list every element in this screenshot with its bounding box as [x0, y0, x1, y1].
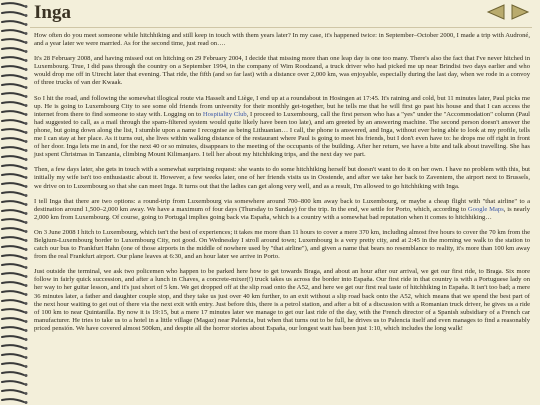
binding-ring: [2, 228, 24, 231]
paragraph-text: Then, a few days later, she gets in touch with a somewhat surprising request: she wants to do some hitchhiking herself but doesn't want to do it on her own. I have no problem with this, but initially my wife isn't too enthusiastic about it. However, a few weeks later, one of her friends visits us in Oostende, and after we take her back to Zaventem, the airport next to Brussels, we drive on to Luxembourg so that she can meet Inga. It turns out that the ladies can get along very well, and as a result, I'm allowed to go hitchhiking with Inga.: [34, 166, 530, 190]
binding-ring: [2, 327, 24, 330]
google-maps-link[interactable]: Google Maps: [467, 205, 504, 213]
binding-ring: [2, 300, 24, 303]
paragraph-text: , I proceed to Luxembourg, call the first person who has a "yes" under the "Accommodation" column (Paul had suggested to call, as a mail through the spam-filtered system would quite likely have been too late), and am greeted by an answering machine. The second person doesn't answer the phone, but going down along the list, I stumble upon a name I recognise as being Lithuanian… I call, the phone is answered, and Inga, without ever being able to look at my profile, tells me I can stay at her place. As it turns out, she lives within walking distance of the restaurant where Paul is going to meet his friends, but I don't even have to: he drops me off right in front of her door. Inga lets me in and, for the next 40 or so minutes, disappears to the meeting of the occupants of the building. After her return, we have a bite and talk about travelling. She has just spent Christmas in Tanzania, climbing Mount Kilimanjaro. I tell her about my hitchhiking trips, and the next day we part.: [34, 110, 530, 159]
binding-hole: [25, 131, 28, 134]
binding-ring: [2, 318, 24, 321]
binding-hole: [25, 356, 28, 359]
binding-hole: [25, 320, 28, 323]
paragraph-text: So I hit the road, and following the somewhat illogical route via Hasselt and Liège, I end up at a roundabout in Hosingen at 17:45. It's raining and cold, but 11 minutes later, Paul picks me up. He is going to Luxembourg City to see some old friends from university for their monthly get-together, but he tells me that he will first go past his house and that I can access the internet from there to find someone to stay with. Logging on to: [34, 94, 530, 118]
page-title: Inga: [34, 2, 71, 23]
paragraph-request: [34, 166, 530, 190]
binding-hole: [25, 392, 28, 395]
binding-ring: [2, 156, 24, 159]
binding-hole: [25, 248, 28, 251]
binding-ring: [2, 147, 24, 150]
binding-ring: [2, 246, 24, 249]
binding-ring: [2, 291, 24, 294]
binding-ring: [2, 12, 24, 15]
binding-ring: [2, 363, 24, 366]
binding-ring: [2, 111, 24, 114]
binding-ring: [2, 192, 24, 195]
binding-ring: [2, 336, 24, 339]
paragraph-intro: [34, 32, 530, 48]
binding-hole: [25, 275, 28, 278]
paragraph-text: I tell Inga that there are two options: a round-trip from Luxembourg via somewhere around 700–800 km away back to Luxembourg, or maybe a cheap flight with "that airline" to a destination around 1,500–2,000 km away. We have a maximum of four days (Thursday to Sunday) for the trip. In the end, we settle for Porto, which, according to: [34, 197, 530, 213]
arrow-left-icon[interactable]: [486, 3, 506, 21]
binding-ring: [2, 282, 24, 285]
binding-hole: [25, 158, 28, 161]
binding-hole: [25, 383, 28, 386]
binding-ring: [2, 372, 24, 375]
arrow-right-icon[interactable]: [510, 3, 530, 21]
binding-hole: [25, 77, 28, 80]
binding-ring: [2, 21, 24, 24]
binding-ring: [2, 390, 24, 393]
binding-ring: [2, 255, 24, 258]
binding-ring: [2, 264, 24, 267]
binding-hole: [25, 257, 28, 260]
binding-hole: [25, 23, 28, 26]
paragraph-text: It's 28 February 2008, and having missed out on hitching on 29 February 2004, I decide that missing more than one leap day is one too many. There's also the fact that I've never hitched in Luxembourg. True, I did pass through the country on a September 1994, in the company of Wim Roodzand, a truck driver who had picked me up near Brindisi two days earlier and who would drop me off in Utrecht later that evening. That ride, the fifth (and so far last) with a distance over 2,000 km, was enjoyable, especially during the last day, when we rode in a convoy of three trucks of van der Kwaak.: [34, 55, 530, 87]
page-header: [30, 0, 532, 28]
paragraph-hosingen: [34, 95, 530, 160]
paragraph-text: On 3 June 2008 I hitch to Luxembourg, which isn't the best of experiences; it takes me more than 11 hours to cover a mere 370 km, including almost five hours to cover the 70 km from the Belgium-Luxembourg border to Luxembourg City, not good. On Wednesday I stroll around town; Luxembourg is a very pretty city, and at 2:45 in the morning we walk to the station to catch our bus to Frankfurt Hahn (one of those airports in the middle of nowhere used by "that airline"), and given a name that bears no resemblance to reality, it's more than 100 km away from the real Frankfurt airport. Our plane leaves at 6:30, and an hour later we arrive in Porto.: [34, 228, 530, 261]
binding-ring: [2, 354, 24, 357]
binding-hole: [25, 239, 28, 242]
paragraph-text: , is nearly 2,000 km from Luxembourg. Of course, going to Portugal implies going back via España, which is a country with a somewhat bad reputation when it comes to hitchhiking…: [34, 205, 530, 221]
spiral-binding: [0, 0, 30, 405]
binding-hole: [25, 59, 28, 62]
binding-ring: [2, 345, 24, 348]
binding-ring: [2, 309, 24, 312]
binding-hole: [25, 311, 28, 314]
paragraph-june: [34, 229, 530, 261]
binding-hole: [25, 212, 28, 215]
paragraph-leap-day: [34, 55, 530, 87]
binding-hole: [25, 194, 28, 197]
binding-hole: [25, 185, 28, 188]
binding-ring: [2, 93, 24, 96]
hospitality-club-link[interactable]: Hospitality Club: [202, 110, 247, 118]
binding-hole: [25, 50, 28, 53]
binding-hole: [25, 347, 28, 350]
binding-ring: [2, 3, 24, 6]
binding-ring: [2, 273, 24, 276]
binding-hole: [25, 293, 28, 296]
binding-hole: [25, 266, 28, 269]
binding-ring: [2, 237, 24, 240]
binding-ring: [2, 57, 24, 60]
binding-hole: [25, 32, 28, 35]
paragraph-text: Just outside the terminal, we ask two policemen who happen to be parked here how to get towards Braga, and about an hour after our arrival, we get our first ride, to Braga. Six more follow in fairly quick succession, and after a lunch in Chaves, a concrete-mixer(!) truck takes us across the border into España. Our first ride in that country is with a Portuguese lady on her way to her guitar lesson, and it's just short of 5 km. We get dropped off at the slip road onto the A52, and here we get our first real taste of hitchhiking in España. It isn't too bad; a mere 36 minutes later, a father and daughter couple stop, and they take us just over 40 km further, to an exit without a slip road back onto the A52, which means that we spend the best part of the next hour waiting to get out of there via the next exit with entry. Just before this, there is a petrol station, and after a bit of a discussion with a Romanian truck driver, he gives us a ride of 100 km to near Quintanilla. By now it is 19:15, but a mere 17 minutes later we manage to get our last ride of the day, with the French director of a Spanish subsidiary of a French car manufacturer. He tries to take us to a hotel in a little village (Magaz) near Palencia, but when that turns out to be full, he drives us to Palencia itself and even manages to find a reasonably priced pensión. We have covered almost 500km, and despite all the horror stories about España, our longest wait has been just 1:10, which includes the long walk!: [34, 268, 530, 332]
binding-hole: [25, 149, 28, 152]
binding-hole: [25, 302, 28, 305]
binding-hole: [25, 122, 28, 125]
binding-ring: [2, 30, 24, 33]
binding-ring: [2, 219, 24, 222]
article-body: [30, 28, 536, 333]
binding-hole: [25, 401, 28, 404]
binding-hole: [25, 86, 28, 89]
binding-hole: [25, 140, 28, 143]
binding-hole: [25, 14, 28, 17]
binding-hole: [25, 203, 28, 206]
binding-ring: [2, 129, 24, 132]
page-navigation: [486, 3, 530, 21]
binding-hole: [25, 338, 28, 341]
binding-hole: [25, 104, 28, 107]
binding-hole: [25, 329, 28, 332]
binding-ring: [2, 39, 24, 42]
binding-ring: [2, 399, 24, 402]
binding-ring: [2, 84, 24, 87]
binding-ring: [2, 174, 24, 177]
binding-ring: [2, 102, 24, 105]
binding-hole: [25, 113, 28, 116]
binding-hole: [25, 41, 28, 44]
binding-ring: [2, 120, 24, 123]
binding-hole: [25, 374, 28, 377]
binding-hole: [25, 230, 28, 233]
binding-ring: [2, 183, 24, 186]
paragraph-options: [34, 198, 530, 222]
binding-hole: [25, 176, 28, 179]
binding-hole: [25, 284, 28, 287]
binding-hole: [25, 365, 28, 368]
binding-ring: [2, 75, 24, 78]
binding-ring: [2, 381, 24, 384]
binding-ring: [2, 165, 24, 168]
binding-ring: [2, 210, 24, 213]
binding-ring: [2, 66, 24, 69]
binding-hole: [25, 68, 28, 71]
binding-hole: [25, 5, 28, 8]
page: [30, 0, 536, 405]
paragraph-porto: [34, 268, 530, 333]
binding-hole: [25, 95, 28, 98]
paragraph-text: How often do you meet someone while hitchhiking and still keep in touch with them years later? In my case, it's happened twice: in September–October 2000, I made a trip with Audroné, and a year later we were married. As for the second time, just read on….: [34, 32, 530, 48]
binding-hole: [25, 221, 28, 224]
binding-ring: [2, 138, 24, 141]
spiral-binding-icon: [0, 0, 30, 405]
binding-ring: [2, 48, 24, 51]
binding-hole: [25, 167, 28, 170]
binding-ring: [2, 201, 24, 204]
